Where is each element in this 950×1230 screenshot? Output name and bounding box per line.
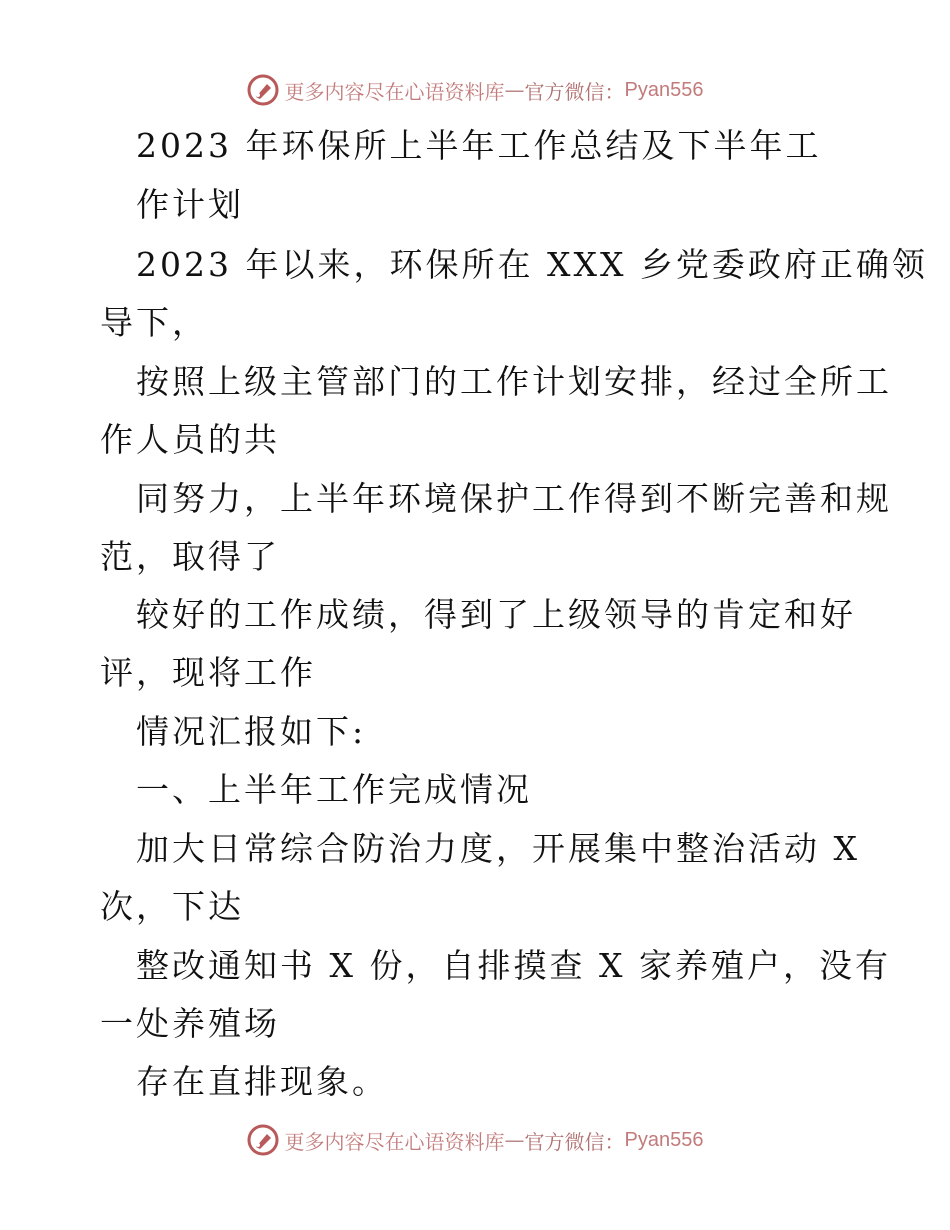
watermark-separator: —	[504, 1128, 525, 1152]
watermark-site-text: 更多内容尽在心语资料库	[284, 1129, 505, 1154]
body-line: 2023 年以来，环保所在 XXX 乡党委政府正确领	[136, 245, 928, 284]
body-line: 次，下达	[100, 887, 244, 926]
body-line: 范，取得了	[100, 537, 280, 576]
body-line: 导下，	[100, 303, 208, 342]
body-line: 作人员的共	[100, 420, 280, 459]
body-line: 较好的工作成绩，得到了上级领导的肯定和好	[136, 595, 856, 634]
body-line: 一处养殖场	[100, 1004, 280, 1043]
watermark-wechat-label: 官方微信：	[524, 1129, 625, 1154]
body-line: 加大日常综合防治力度，开展集中整治活动 X	[136, 829, 860, 868]
watermark-wechat-id: Pyan556	[624, 1128, 704, 1151]
body-line: 同努力，上半年环境保护工作得到不断完善和规	[136, 479, 892, 518]
watermark-wechat-label: 官方微信：	[524, 79, 625, 104]
document-title-line-2: 作计划	[136, 185, 244, 224]
watermark-wechat-id: Pyan556	[624, 78, 704, 101]
watermark-site-text: 更多内容尽在心语资料库	[284, 79, 505, 104]
body-line: 情况汇报如下:	[136, 712, 367, 751]
section-heading: 一、上半年工作完成情况	[136, 770, 532, 809]
body-line: 按照上级主管部门的工作计划安排，经过全所工	[136, 362, 892, 401]
watermark-banner-bottom	[0, 1120, 950, 1160]
watermark-banner-top	[0, 70, 950, 110]
document-title-line-1: 2023 年环保所上半年工作总结及下半年工	[136, 126, 822, 165]
body-line: 存在直排现象。	[136, 1062, 388, 1101]
watermark-separator: —	[504, 78, 525, 102]
pen-nib-logo-icon	[247, 1124, 279, 1156]
body-line: 整改通知书 X 份，自排摸查 X 家养殖户，没有	[136, 946, 891, 985]
pen-nib-logo-icon	[247, 74, 279, 106]
body-line: 评，现将工作	[100, 653, 316, 692]
